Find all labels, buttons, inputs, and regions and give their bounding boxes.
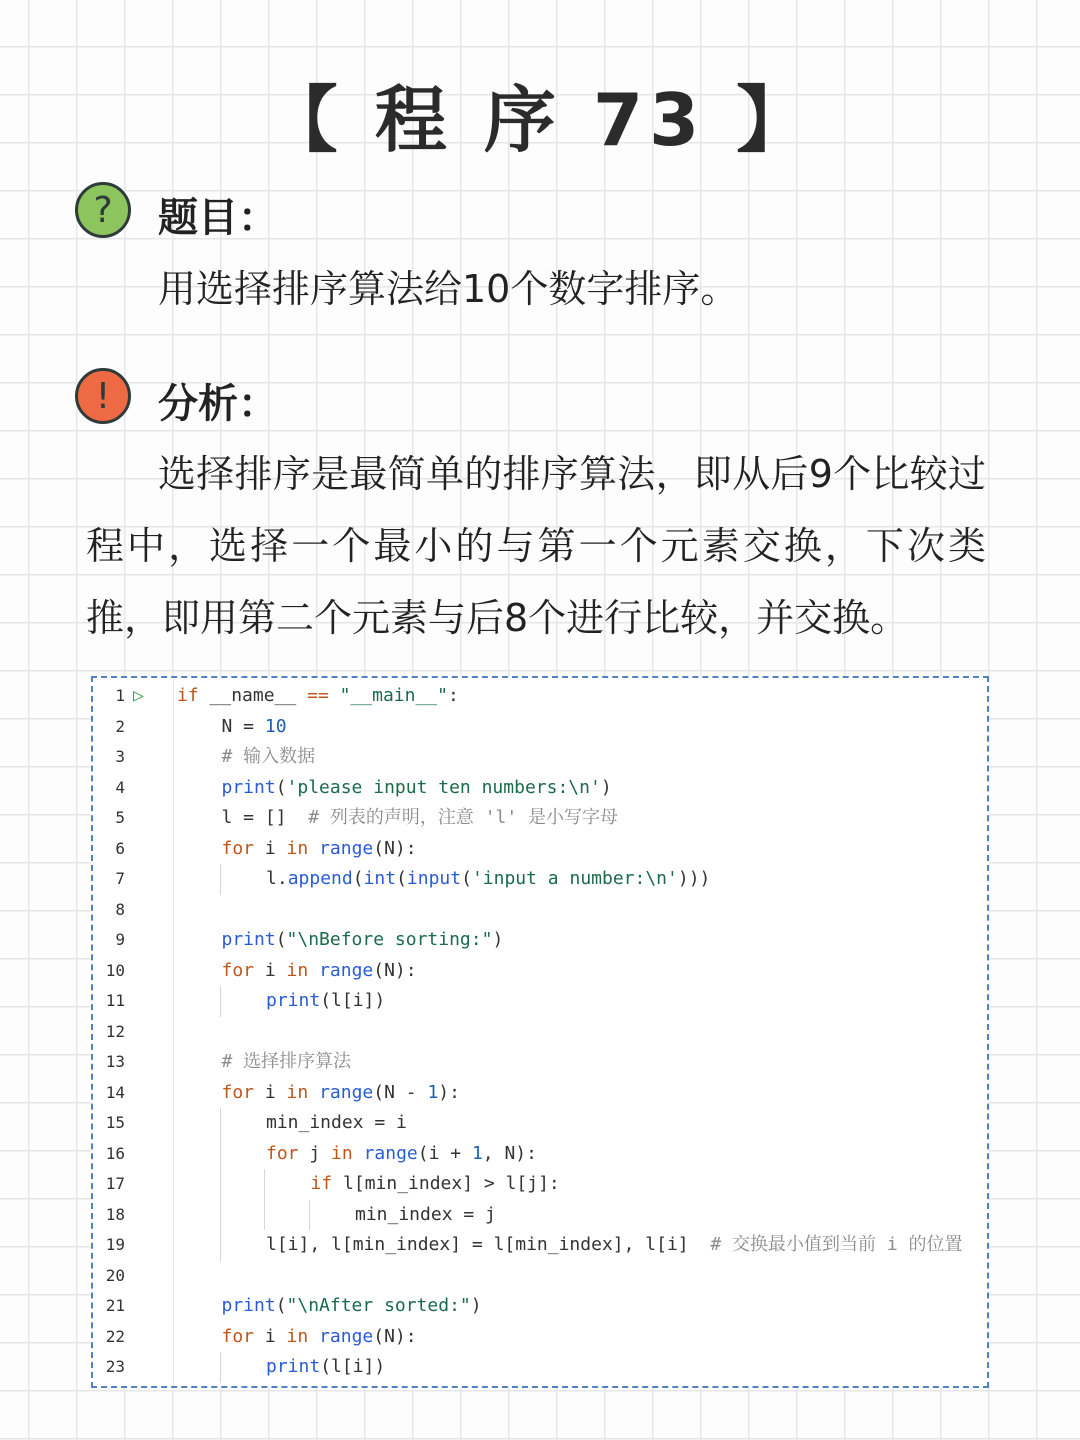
code-text <box>266 1230 963 1260</box>
indent-guide <box>309 1200 310 1231</box>
code-token: 'please input ten numbers:\n' <box>286 776 601 798</box>
code-text <box>222 742 316 772</box>
code-token: if <box>177 685 199 706</box>
code-token: i <box>254 959 287 981</box>
code-token: == <box>307 685 329 706</box>
code-text <box>266 1352 385 1382</box>
code-text <box>222 712 287 742</box>
code-line <box>93 1078 987 1108</box>
code-token: N = <box>221 715 265 737</box>
code-line <box>93 1139 987 1169</box>
code-line <box>93 986 987 1016</box>
code-line <box>93 1261 987 1291</box>
code-token <box>308 1082 319 1103</box>
code-token: ))) <box>677 868 711 889</box>
question-label: 题目： <box>158 195 278 241</box>
indent-guide <box>220 986 221 1017</box>
code-token: for <box>221 1081 255 1103</box>
code-token: (N): <box>373 837 417 859</box>
line-number: 4 <box>115 777 125 797</box>
code-text <box>222 1291 482 1321</box>
code-text <box>266 1139 537 1169</box>
code-token: 'input a number:\n' <box>471 868 678 889</box>
code-text <box>222 1047 352 1077</box>
line-number: 19 <box>105 1235 125 1254</box>
code-token: int <box>363 868 397 889</box>
indent-guide <box>220 1139 221 1170</box>
code-token: ) <box>492 929 504 950</box>
code-token: range <box>319 959 374 981</box>
code-token: for <box>266 1142 299 1164</box>
line-number: 18 <box>105 1204 125 1224</box>
code-token: print <box>221 776 276 798</box>
code-token: print <box>266 1356 321 1377</box>
code-token: (i + <box>417 1142 472 1164</box>
code-token: : <box>447 685 459 706</box>
code-token: print <box>221 929 276 950</box>
line-number: 11 <box>105 991 125 1010</box>
code-token: print <box>221 1295 276 1316</box>
code-token: for <box>221 959 255 981</box>
code-token: in <box>286 1325 309 1347</box>
code-token: i <box>254 837 287 859</box>
code-token: # 输入数据 <box>221 746 316 767</box>
code-token: # 列表的声明，注意 'l' 是小写字母 <box>308 807 619 828</box>
code-token <box>353 1143 364 1164</box>
code-text <box>222 834 417 864</box>
code-token: ( <box>275 929 287 950</box>
code-token: 10 <box>264 715 287 737</box>
code-token: for <box>221 1325 255 1347</box>
code-token: ) <box>600 776 612 798</box>
page-title: 【 程 序 73 】 <box>265 78 815 162</box>
code-token: in <box>331 1142 353 1164</box>
code-line <box>93 742 987 772</box>
code-text <box>266 986 385 1016</box>
code-text <box>177 681 459 711</box>
line-number: 2 <box>115 716 125 736</box>
code-token: ( <box>352 868 364 889</box>
code-token: min_index = i <box>266 1112 407 1133</box>
line-number: 10 <box>105 960 125 980</box>
code-text <box>222 925 504 955</box>
run-triangle-icon[interactable]: ▷ <box>133 685 144 706</box>
code-token: l. <box>266 868 288 889</box>
code-line <box>93 1230 987 1260</box>
code-token: (N - <box>373 1081 428 1103</box>
code-token: in <box>286 1081 309 1103</box>
exclamation-icon: ! <box>75 368 131 424</box>
code-token: # 交换最小值到当前 i 的位置 <box>710 1234 963 1255</box>
code-token: (l[i]) <box>320 990 386 1011</box>
code-line <box>93 925 987 955</box>
code-line <box>93 803 987 833</box>
code-token: (N): <box>373 959 417 981</box>
line-number: 21 <box>105 1296 125 1315</box>
code-token: for <box>221 837 255 859</box>
code-token: l = [] <box>221 807 309 828</box>
code-token: i <box>254 1325 287 1347</box>
line-number: 17 <box>105 1174 125 1193</box>
code-token: ( <box>275 1295 287 1316</box>
code-token: i <box>254 1081 287 1103</box>
code-token: range <box>319 1081 374 1103</box>
code-line <box>93 1108 987 1138</box>
line-number: 3 <box>115 747 125 766</box>
question-icon: ? <box>75 182 131 238</box>
code-token: range <box>319 1325 374 1347</box>
line-number: 9 <box>115 930 125 949</box>
code-line <box>93 1169 987 1199</box>
code-text <box>222 1078 460 1108</box>
line-number: 15 <box>105 1113 125 1132</box>
code-token: in <box>286 837 309 859</box>
code-token: l[min_index] > l[j]: <box>332 1173 560 1194</box>
indent-guide <box>220 1352 221 1383</box>
code-token: , N): <box>482 1142 537 1164</box>
code-text <box>355 1200 496 1230</box>
code-token: in <box>286 959 309 981</box>
indent-guide <box>264 1169 265 1200</box>
code-token: # 选择排序算法 <box>221 1051 352 1072</box>
code-text <box>311 1169 560 1199</box>
code-token: "\nAfter sorted:" <box>286 1295 471 1316</box>
line-number: 6 <box>115 838 125 858</box>
indent-guide <box>220 1169 221 1200</box>
code-token <box>308 1326 319 1347</box>
code-token: (l[i]) <box>320 1356 386 1377</box>
line-number: 8 <box>115 899 125 919</box>
code-token: if <box>310 1173 333 1194</box>
code-line <box>93 681 987 711</box>
code-text <box>266 1108 407 1138</box>
code-token <box>308 960 319 981</box>
code-text <box>222 956 417 986</box>
code-token: append <box>287 868 353 889</box>
analysis-text: 选择排序是最简单的排序算法，即从后9个比较过程中，选择一个最小的与第一个元素交换，下次类推，即用第二个元素与后8个进行比较，并交换。 <box>86 452 986 640</box>
indent-guide <box>264 1200 265 1231</box>
code-token <box>308 838 319 859</box>
code-line <box>93 773 987 803</box>
analysis-label: 分析： <box>158 381 278 427</box>
line-number: 1 <box>115 686 125 705</box>
code-token <box>329 685 340 706</box>
line-number: 5 <box>115 808 125 827</box>
code-token: j <box>298 1142 332 1164</box>
line-number: 23 <box>105 1357 125 1376</box>
line-number: 14 <box>105 1082 125 1102</box>
code-token: ): <box>438 1081 460 1103</box>
code-token: 1 <box>471 1142 483 1164</box>
code-token: 1 <box>427 1081 439 1103</box>
line-number: 12 <box>105 1021 125 1041</box>
code-line <box>93 834 987 864</box>
code-line <box>93 864 987 894</box>
code-token: input <box>406 868 462 889</box>
indent-guide <box>220 1200 221 1231</box>
code-token: print <box>266 990 321 1011</box>
code-token: ) <box>470 1295 482 1316</box>
code-token: ( <box>461 868 472 889</box>
line-number: 20 <box>105 1265 125 1285</box>
indent-guide <box>220 1230 221 1261</box>
indent-guide <box>220 1108 221 1139</box>
code-block <box>91 676 989 1388</box>
code-line <box>93 1017 987 1047</box>
code-token: "\nBefore sorting:" <box>286 929 493 950</box>
line-number: 13 <box>105 1052 125 1071</box>
code-token: "__main__" <box>339 685 448 706</box>
code-token: (N): <box>373 1325 417 1347</box>
line-number: 7 <box>115 869 125 888</box>
line-number: 16 <box>105 1143 125 1163</box>
code-line <box>93 1200 987 1230</box>
code-line <box>93 1322 987 1352</box>
code-text <box>222 803 619 833</box>
code-token: range <box>319 837 374 859</box>
code-line <box>93 956 987 986</box>
code-text <box>222 773 612 803</box>
indent-guide <box>220 864 221 895</box>
code-token: __name__ <box>198 685 308 706</box>
code-token: ( <box>275 776 287 798</box>
code-token: min_index = j <box>355 1203 496 1225</box>
code-line <box>93 1291 987 1321</box>
code-text <box>222 1322 417 1352</box>
code-line <box>93 895 987 925</box>
line-number: 22 <box>105 1326 125 1346</box>
code-line <box>93 712 987 742</box>
code-token: ( <box>396 868 407 889</box>
code-token: l[i], l[min_index] = l[min_index], l[i] <box>266 1234 711 1255</box>
code-line <box>93 1352 987 1382</box>
code-token: range <box>363 1142 418 1164</box>
code-text <box>266 864 710 894</box>
code-line <box>93 1047 987 1077</box>
question-text: 用选择排序算法给10个数字排序。 <box>158 267 739 311</box>
